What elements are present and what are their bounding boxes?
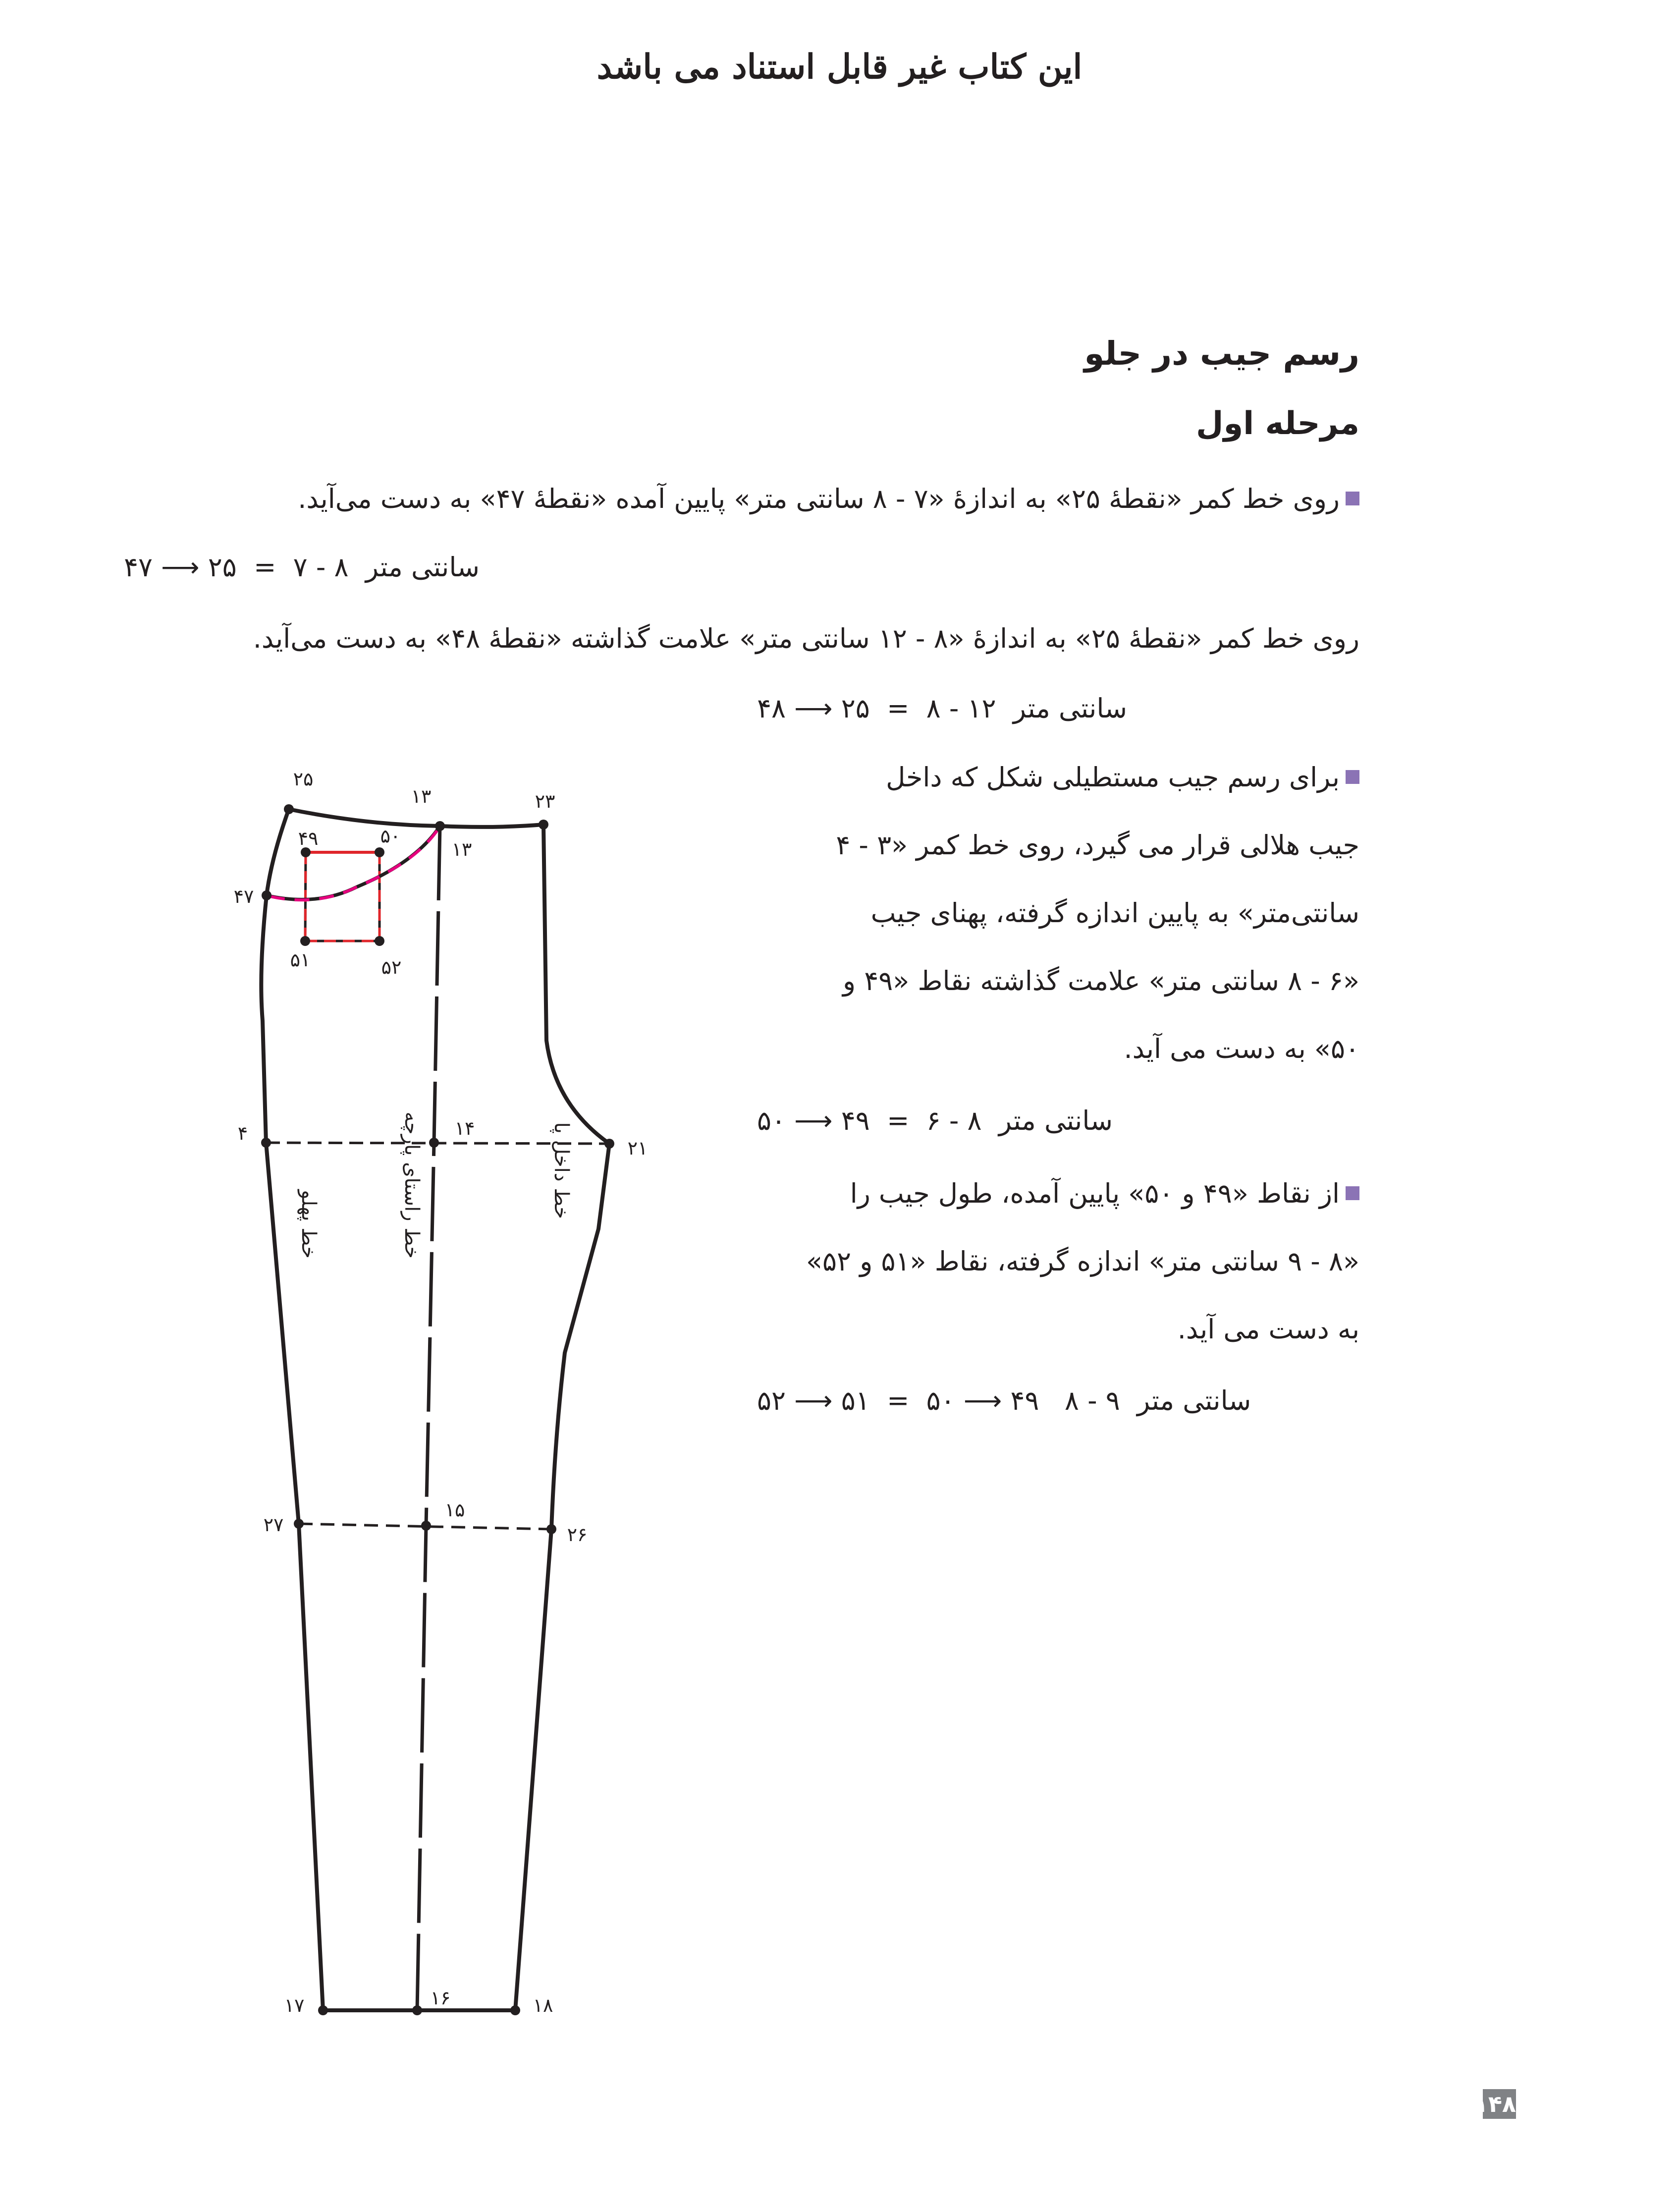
inseam-line-label: خط داخل پا — [550, 1122, 573, 1219]
label-13: ۱۳ — [411, 785, 432, 807]
grain-line — [417, 826, 440, 2010]
label-14: ۱۴ — [454, 1117, 475, 1139]
label-13-secondary: ۱۳ — [451, 838, 472, 860]
side-line-label: خط پهلو — [297, 1190, 320, 1259]
grain-line-label: خط راستای پارچه — [400, 1111, 423, 1259]
section-subtitle: مرحله اول — [1195, 405, 1359, 442]
pocket-curve-highlight — [270, 829, 438, 900]
inseam-line — [515, 825, 609, 2010]
label-23: ۲۳ — [535, 790, 555, 812]
page-header-notice: این کتاب غیر قابل استناد می باشد — [596, 47, 1083, 87]
step-4-line-2: «۸ - ۹ سانتی متر» اندازه گرفته، نقاط «۵۱ و ۵۲» — [806, 1246, 1359, 1277]
pocket-rectangle — [305, 852, 379, 941]
step-1-sentence: روی خط کمر «نقطهٔ ۲۵» به اندازهٔ «۷ - ۸ سانتی متر» پایین آمده «نقطهٔ ۴۷» به دست می‌آید. — [298, 483, 1340, 514]
step-3-line-3: سانتی‌متر» به پایین اندازه گرفته، پهنای جیب — [870, 897, 1359, 929]
label-26: ۲۶ — [567, 1524, 588, 1546]
label-18: ۱۸ — [533, 1994, 553, 2016]
waist-line — [289, 809, 543, 827]
page-number: ۱۴۸ — [1483, 2089, 1516, 2119]
label-16: ۱۶ — [430, 1987, 451, 2009]
side-line — [261, 809, 323, 2010]
label-4: ۴ — [237, 1122, 248, 1144]
step-3-line-5: ۵۰» به دست می آید. — [1124, 1033, 1359, 1064]
label-27: ۲۷ — [263, 1514, 284, 1536]
label-21: ۲۱ — [627, 1137, 648, 1159]
step-3-line-2: جیب هلالی قرار می گیرد، روی خط کمر «۳ - ۴ — [836, 830, 1359, 861]
step-2-formula: ۴۸ ⟶ ۲۵ = ۸ - ۱۲ سانتی متر — [757, 693, 1128, 724]
label-49: ۴۹ — [298, 828, 319, 849]
label-15: ۱۵ — [444, 1499, 465, 1521]
step-4-line-3: به دست می آید. — [1177, 1314, 1359, 1345]
step-2-text: روی خط کمر «نقطهٔ ۲۵» به اندازهٔ «۸ - ۱۲ سانتی متر» علامت گذاشته «نقطهٔ ۴۸» به دست می‌آید. — [253, 623, 1359, 654]
step-3-line-4: «۶ - ۸ سانتی متر» علامت گذاشته نقاط «۴۹ و — [843, 965, 1359, 996]
label-25: ۲۵ — [293, 768, 314, 790]
section-title: رسم جیب در جلو — [1084, 334, 1359, 373]
label-47: ۴۷ — [233, 885, 254, 907]
step-4-line-1: از نقاط «۴۹ و ۵۰» پایین آمده، طول جیب را — [745, 1160, 1359, 1227]
step-3-formula: ۵۰ ⟶ ۴۹ = ۶ - ۸ سانتی متر — [757, 1105, 1113, 1136]
step-3-line-1: برای رسم جیب مستطیلی شکل که داخل — [745, 743, 1359, 811]
step-1-formula: ۴۷ ⟶ ۲۵ = ۷ - ۸ سانتی متر — [124, 552, 480, 583]
step-4-formula: ۵۲ ⟶ ۵۱ = ۵۰ ⟶ ۴۹ ۸ - ۹ سانتی متر — [757, 1385, 1251, 1416]
label-52: ۵۲ — [381, 956, 402, 978]
label-51: ۵۱ — [290, 949, 311, 971]
label-50: ۵۰ — [380, 825, 401, 847]
label-17: ۱۷ — [284, 1994, 305, 2016]
